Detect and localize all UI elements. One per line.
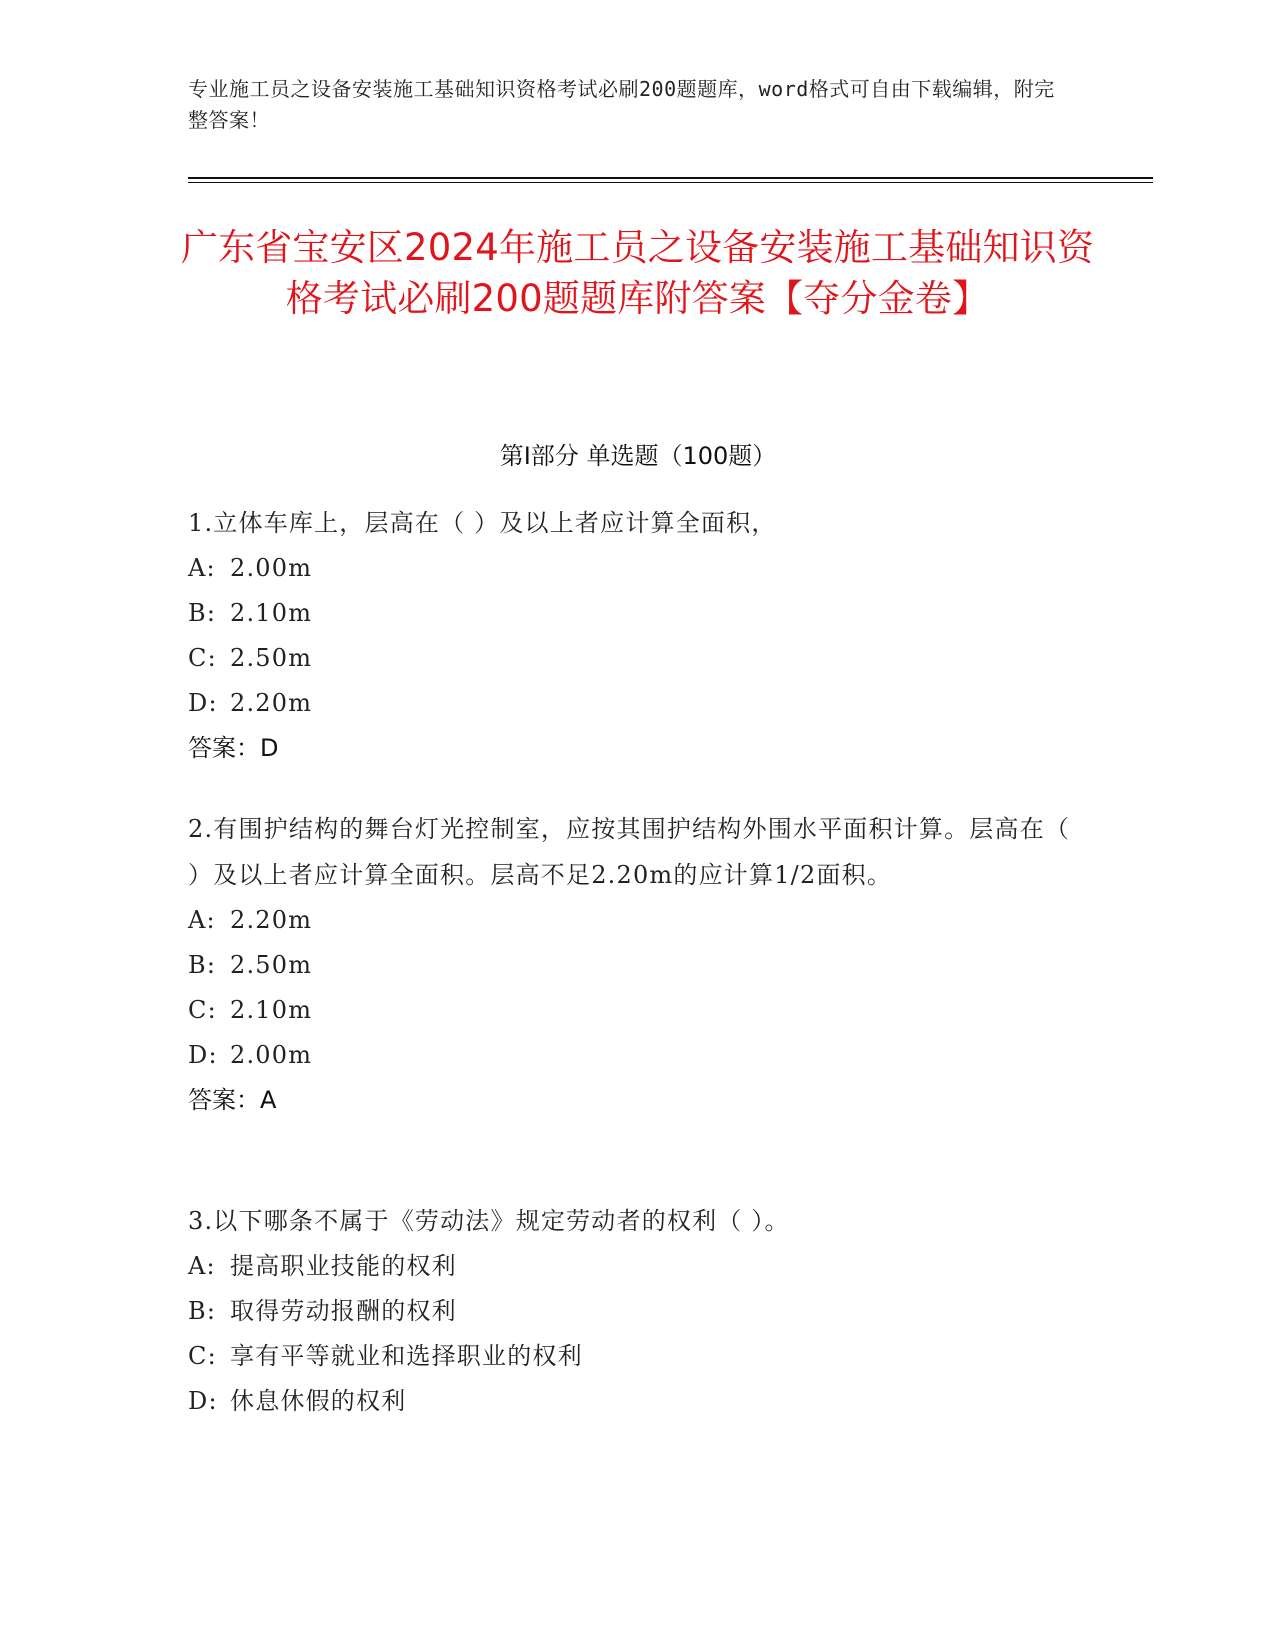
header-divider-thin — [188, 182, 1153, 183]
option-text: 2.00m — [230, 1041, 313, 1069]
header-divider — [188, 177, 1153, 179]
option-c — [188, 1334, 1078, 1379]
option-b — [188, 943, 1078, 988]
option-letter: B: — [188, 951, 217, 979]
option-text: 2.20m — [230, 689, 313, 717]
option-a — [188, 546, 1078, 591]
option-letter: C: — [188, 996, 217, 1024]
document-title: 广东省宝安区2024年施工员之设备安装施工基础知识资格考试必刷200题题库附答案【夺分金卷】 — [180, 226, 1095, 320]
option-text: 2.50m — [230, 644, 313, 672]
option-d — [188, 1033, 1078, 1078]
option-d — [188, 681, 1078, 726]
section-heading: 第Ⅰ部分 单选题（100题） — [499, 442, 777, 470]
option-letter: B: — [188, 1297, 217, 1325]
option-b — [188, 1289, 1078, 1334]
option-letter: D: — [188, 689, 218, 717]
option-text: 2.50m — [230, 951, 313, 979]
option-letter: A: — [188, 1252, 216, 1280]
question-2 — [188, 806, 1078, 1123]
question-text: 3.以下哪条不属于《劳动法》规定劳动者的权利（ ）。 — [188, 1207, 790, 1235]
question-text: 2.有围护结构的舞台灯光控制室，应按其围护结构外围水平面积计算。层高在（ ）及以上者应计算全面积。层高不足2.20m的应计算1/2面积。 — [188, 815, 1071, 889]
option-c — [188, 636, 1078, 681]
option-d — [188, 1379, 1078, 1424]
answer: 答案：D — [188, 734, 279, 762]
option-letter: C: — [188, 644, 217, 672]
option-a — [188, 1244, 1078, 1289]
option-text: 取得劳动报酬的权利 — [230, 1297, 457, 1325]
question-1 — [188, 500, 1078, 771]
option-letter: D: — [188, 1387, 218, 1415]
header-note: 专业施工员之设备安装施工基础知识资格考试必刷200题题库，word格式可自由下载编辑，附完整答案！ — [188, 77, 1055, 132]
option-text: 提高职业技能的权利 — [230, 1252, 457, 1280]
option-text: 2.00m — [230, 554, 313, 582]
option-letter: A: — [188, 906, 216, 934]
answer: 答案：A — [188, 1086, 277, 1114]
question-3 — [188, 1198, 1078, 1424]
option-letter: D: — [188, 1041, 218, 1069]
option-text: 2.10m — [230, 996, 313, 1024]
option-text: 2.10m — [230, 599, 313, 627]
option-c — [188, 988, 1078, 1033]
option-b — [188, 591, 1078, 636]
option-text: 休息休假的权利 — [230, 1387, 407, 1415]
option-letter: A: — [188, 554, 216, 582]
option-letter: C: — [188, 1342, 217, 1370]
option-text: 2.20m — [230, 906, 313, 934]
option-text: 享有平等就业和选择职业的权利 — [230, 1342, 583, 1370]
option-a — [188, 898, 1078, 943]
option-letter: B: — [188, 599, 217, 627]
question-text: 1.立体车库上，层高在（ ）及以上者应计算全面积， — [188, 509, 777, 537]
